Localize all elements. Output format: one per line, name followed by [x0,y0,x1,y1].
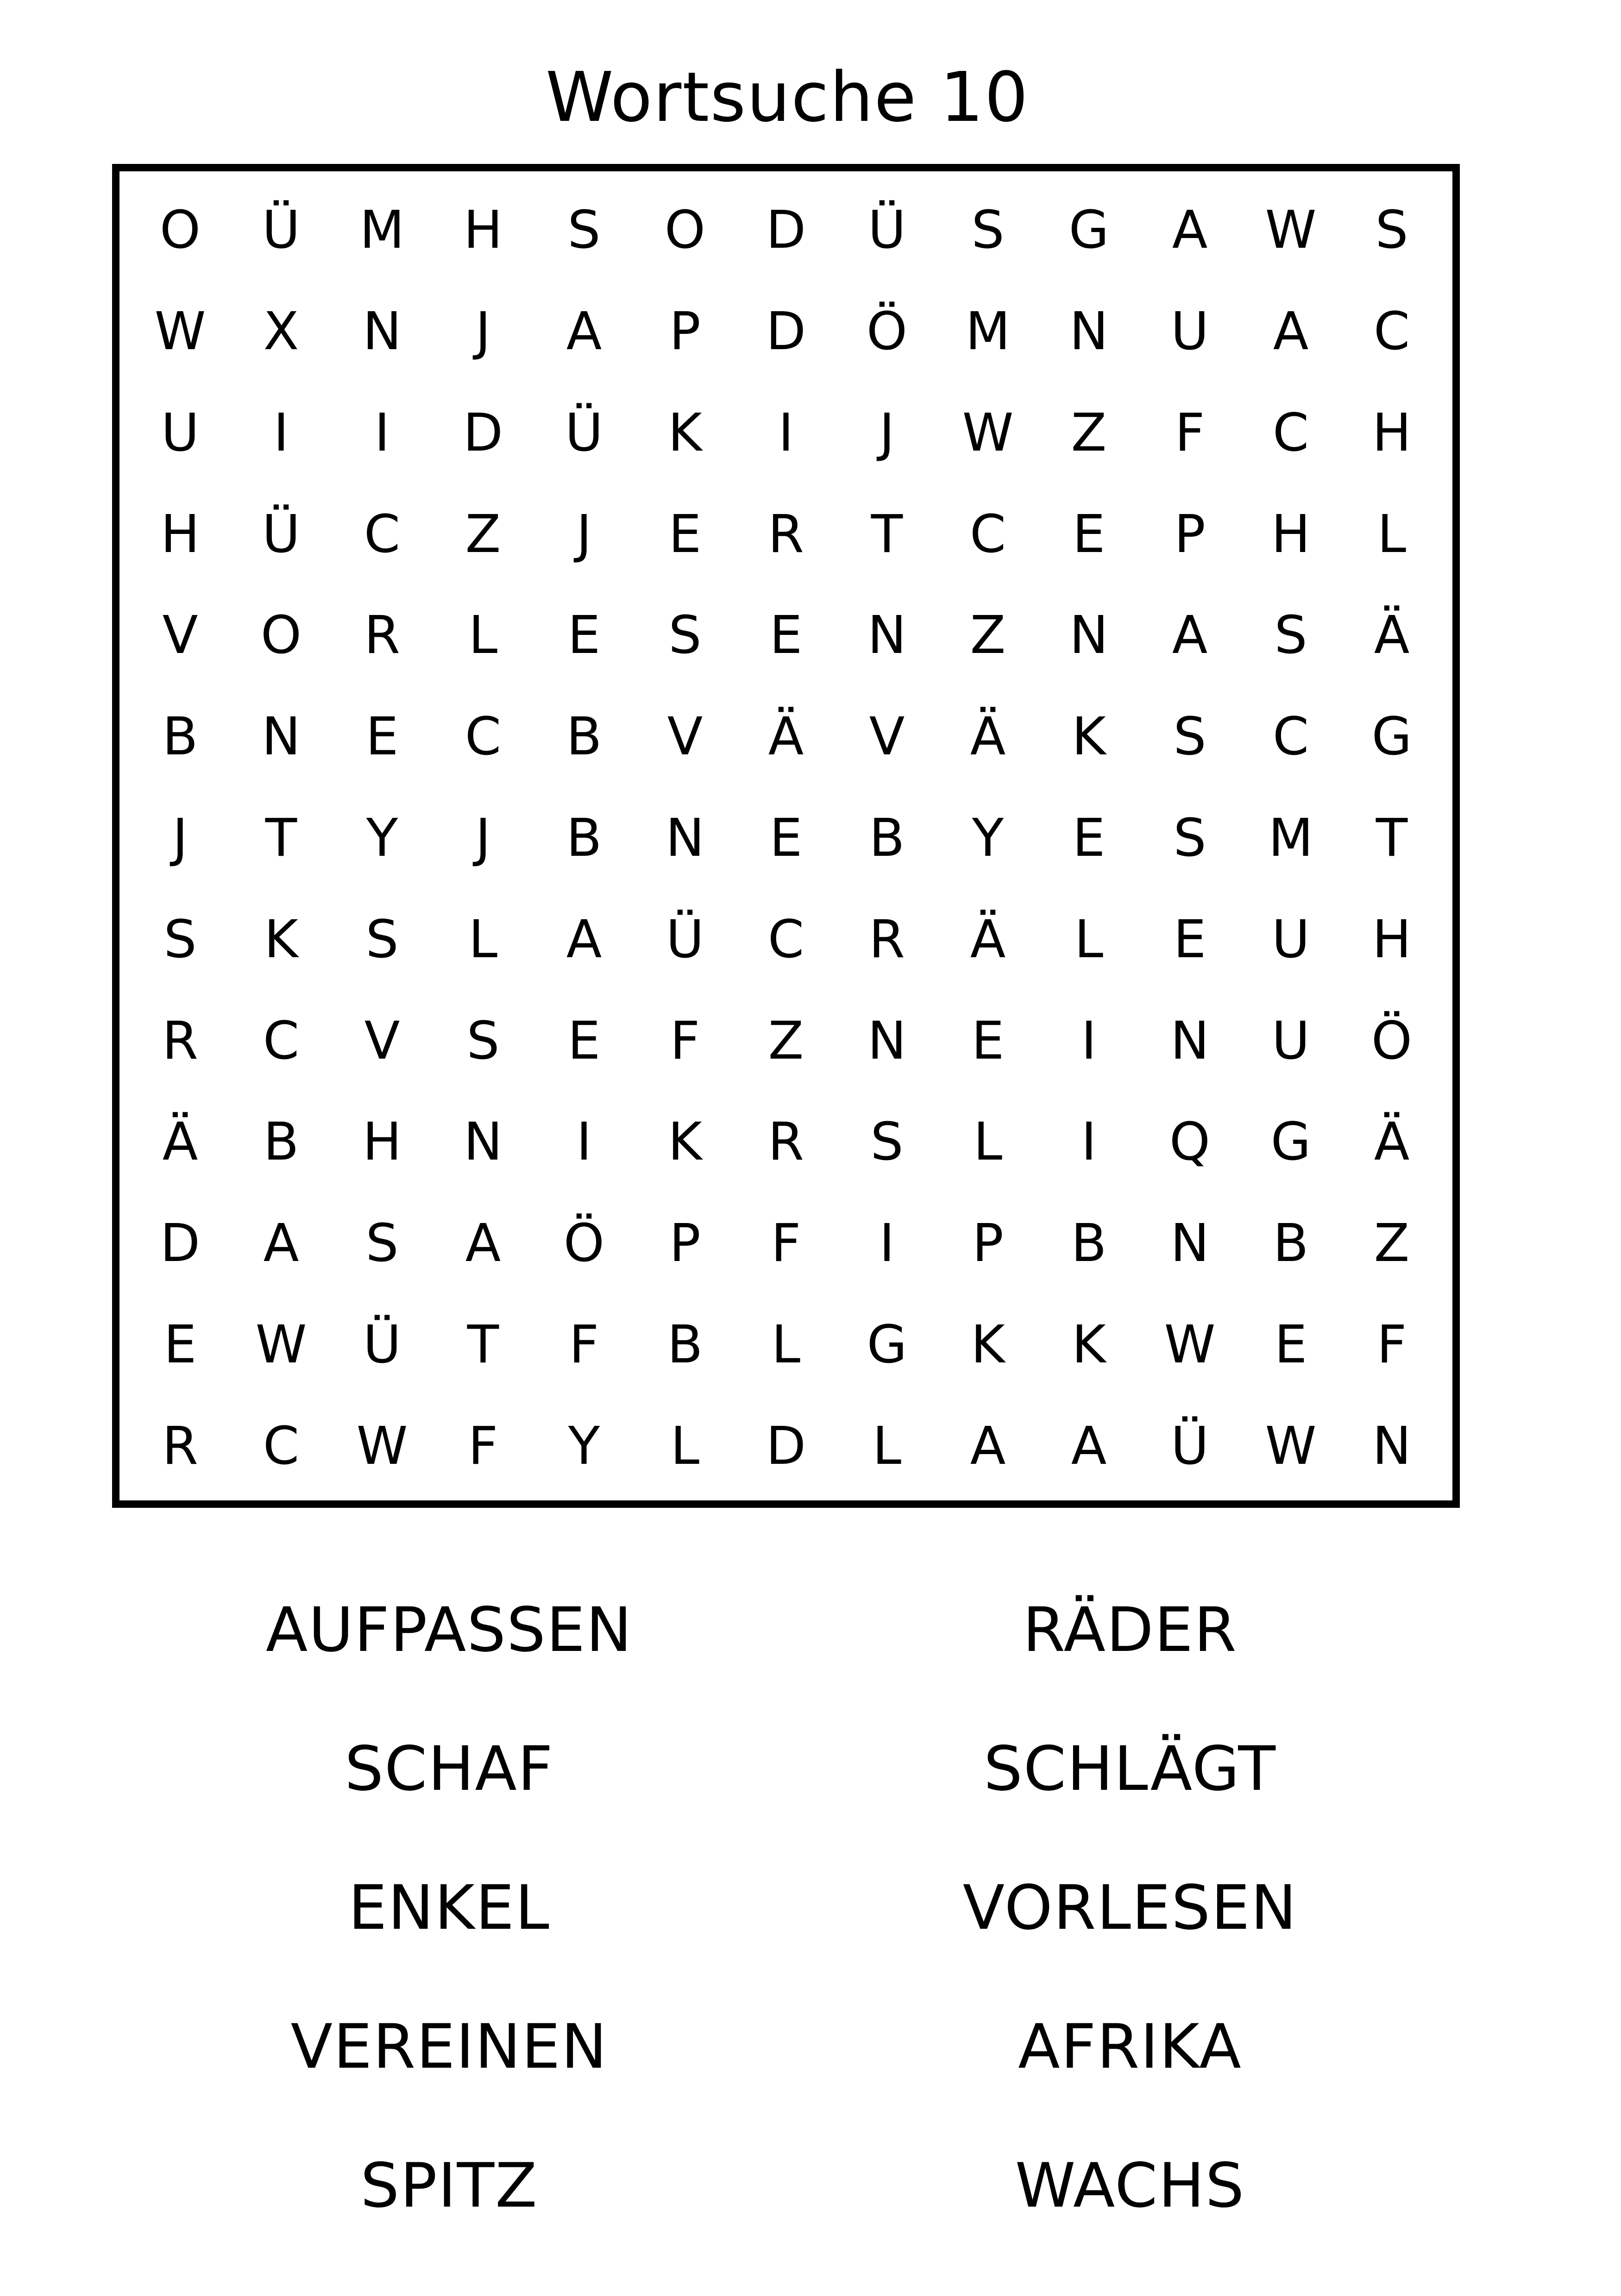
grid-cell: Y [366,808,398,868]
grid-cell: V [667,707,703,767]
grid-cell: N [1069,605,1108,666]
grid-cell: D [766,1416,806,1476]
grid-cell: R [162,1010,198,1071]
word-list-item: WACHS [1015,2150,1245,2221]
grid-cell: P [972,1213,1004,1274]
grid-cell: B [1273,1213,1309,1274]
grid-cell: F [569,1314,599,1375]
grid-cell: M [359,200,405,261]
grid-cell: S [163,909,197,970]
grid-cell: D [463,402,503,463]
grid-cell: J [576,504,592,565]
grid-cell: S [466,1010,500,1071]
word-list-item: RÄDER [1023,1594,1238,1666]
grid-cell: E [1173,909,1206,970]
grid-cell: A [1273,301,1309,362]
grid-cell: B [1071,1213,1107,1274]
grid-cell: E [971,1010,1005,1071]
grid-cell: S [1274,605,1307,666]
grid-cell: A [1172,200,1208,261]
grid-cell: Q [1169,1112,1211,1173]
page-title: Wortsuche 10 [546,57,1029,137]
grid-cell: A [1172,605,1208,666]
grid-cell: B [667,1314,703,1375]
word-list-item: AUFPASSEN [265,1594,633,1666]
grid-cell: E [365,707,399,767]
grid-cell: G [1371,707,1412,767]
grid-cell: U [1272,1010,1310,1071]
grid-cell: A [970,1416,1006,1476]
grid-cell: T [871,504,903,565]
word-list-item: ENKEL [348,1872,550,1944]
grid-cell: B [869,808,905,868]
grid-cell: T [265,808,297,868]
grid-cell: Y [972,808,1004,868]
grid-cell: W [1265,200,1317,261]
grid-cell: I [879,1213,895,1274]
grid-cell: O [664,200,706,261]
grid-cell: N [1170,1213,1209,1274]
grid-cell: C [263,1416,300,1476]
grid-cell: V [162,605,198,666]
grid-cell: N [1372,1416,1411,1476]
grid-cell: V [364,1010,400,1071]
grid-cell: W [1265,1416,1317,1476]
grid-cell: Y [568,1416,600,1476]
word-list-item: SPITZ [360,2150,538,2221]
grid-cell: I [374,402,390,463]
grid-cell: K [1072,707,1106,767]
grid-cell: N [464,1112,503,1173]
grid-cell: W [962,402,1014,463]
grid-cell: S [971,200,1005,261]
grid-cell: B [566,808,602,868]
grid-cell: L [670,1416,700,1476]
grid-cell: O [159,200,201,261]
grid-cell: Z [970,605,1006,666]
grid-cell: M [1268,808,1313,868]
grid-cell: T [467,1314,499,1375]
grid-cell: S [1173,707,1206,767]
grid-cell: S [1173,808,1206,868]
grid-cell: E [769,605,803,666]
grid-cell: H [160,504,200,565]
grid-cell: C [969,504,1006,565]
grid-cell: A [263,1213,299,1274]
grid-cell: F [771,1213,801,1274]
grid-cell: E [163,1314,197,1375]
grid-cell: S [567,200,601,261]
grid-cell: Ä [1374,605,1410,666]
grid-cell: R [768,504,804,565]
grid-cell: E [1072,504,1106,565]
grid-cell: A [566,909,602,970]
grid-cell: R [364,605,400,666]
grid-cell: W [1164,1314,1216,1375]
word-list-item: AFRIKA [1018,2011,1242,2083]
grid-cell: A [566,301,602,362]
grid-cell: U [1171,301,1209,362]
grid-cell: Ä [970,909,1006,970]
word-list-item: VORLESEN [962,1872,1298,1944]
grid-cell: N [867,605,906,666]
grid-cell: O [260,605,302,666]
grid-cell: C [465,707,502,767]
grid-cell: S [668,605,702,666]
grid-cell: Ü [262,200,300,261]
grid-cell: L [872,1416,902,1476]
grid-cell: H [463,200,503,261]
grid-cell: Ü [1171,1416,1209,1476]
grid-cell: L [1074,909,1104,970]
word-search-grid-frame [112,164,1460,1508]
grid-cell: H [1372,402,1412,463]
grid-cell: F [468,1416,498,1476]
grid-cell: I [1081,1112,1097,1173]
word-list-item: SCHAF [345,1733,554,1805]
grid-cell: N [262,707,301,767]
grid-cell: Ü [868,200,906,261]
grid-cell: C [364,504,401,565]
grid-cell: P [1174,504,1206,565]
grid-cell: Ü [666,909,704,970]
grid-cell: N [1069,301,1108,362]
grid-cell: C [1272,707,1309,767]
grid-cell: E [1274,1314,1307,1375]
grid-cell: R [768,1112,804,1173]
grid-cell: U [1272,909,1310,970]
grid-cell: D [766,301,806,362]
grid-cell: F [1175,402,1205,463]
grid-cell: E [769,808,803,868]
grid-cell: E [668,504,702,565]
grid-cell: B [566,707,602,767]
grid-cell: L [973,1112,1003,1173]
grid-cell: B [162,707,198,767]
grid-cell: F [1376,1314,1407,1375]
grid-cell: K [668,402,702,463]
grid-cell: C [1272,402,1309,463]
grid-cell: W [356,1416,408,1476]
grid-cell: N [1170,1010,1209,1071]
grid-cell: L [468,909,498,970]
grid-cell: T [1376,808,1408,868]
grid-cell: C [263,1010,300,1071]
grid-cell: J [879,402,895,463]
grid-cell: L [468,605,498,666]
grid-cell: F [670,1010,700,1071]
grid-cell: M [965,301,1011,362]
word-search-grid [119,171,1452,1500]
grid-cell: Z [768,1010,804,1071]
grid-cell: Ä [768,707,804,767]
grid-cell: J [475,301,491,362]
word-list-item: SCHLÄGT [984,1733,1276,1805]
grid-cell: R [869,909,905,970]
grid-cell: Ü [262,504,300,565]
grid-cell: J [475,808,491,868]
grid-cell: S [870,1112,904,1173]
grid-cell: Ä [162,1112,198,1173]
grid-cell: B [263,1112,299,1173]
grid-cell: S [365,1213,399,1274]
grid-cell: E [567,605,601,666]
grid-cell: D [160,1213,201,1274]
grid-cell: C [767,909,804,970]
grid-cell: Z [1071,402,1107,463]
grid-cell: W [154,301,206,362]
grid-cell: S [1375,200,1408,261]
grid-cell: H [1271,504,1311,565]
grid-cell: U [161,402,199,463]
grid-cell: H [1372,909,1412,970]
grid-cell: D [766,200,806,261]
grid-cell: L [771,1314,801,1375]
grid-cell: Ä [1374,1112,1410,1173]
grid-cell: I [778,402,794,463]
grid-cell: Z [1374,1213,1410,1274]
grid-cell: L [1377,504,1407,565]
grid-cell: P [669,1213,701,1274]
grid-cell: G [867,1314,907,1375]
word-list [0,1565,1621,2260]
grid-cell: X [263,301,299,362]
grid-cell: P [669,301,701,362]
grid-cell: Ä [970,707,1006,767]
grid-cell: H [362,1112,402,1173]
grid-cell: R [162,1416,198,1476]
grid-cell: I [273,402,289,463]
grid-cell: G [1068,200,1109,261]
grid-cell: Ö [1371,1010,1413,1071]
grid-cell: K [971,1314,1005,1375]
grid-cell: G [1270,1112,1311,1173]
grid-cell: K [1072,1314,1106,1375]
grid-cell: Ö [563,1213,605,1274]
grid-cell: V [869,707,905,767]
grid-cell: N [867,1010,906,1071]
grid-cell: Z [465,504,501,565]
grid-cell: N [363,301,402,362]
grid-cell: K [264,909,298,970]
grid-cell: Ü [363,1314,401,1375]
grid-cell: I [576,1112,592,1173]
word-list-item: VEREINEN [290,2011,608,2083]
grid-cell: K [668,1112,702,1173]
grid-cell: I [1081,1010,1097,1071]
grid-cell: C [1373,301,1410,362]
grid-cell: W [255,1314,307,1375]
grid-cell: A [465,1213,501,1274]
grid-cell: E [1072,808,1106,868]
grid-cell: E [567,1010,601,1071]
grid-cell: N [666,808,704,868]
grid-cell: Ü [565,402,603,463]
grid-cell: J [172,808,188,868]
grid-cell: S [365,909,399,970]
grid-cell: Ö [866,301,908,362]
grid-cell: A [1071,1416,1107,1476]
